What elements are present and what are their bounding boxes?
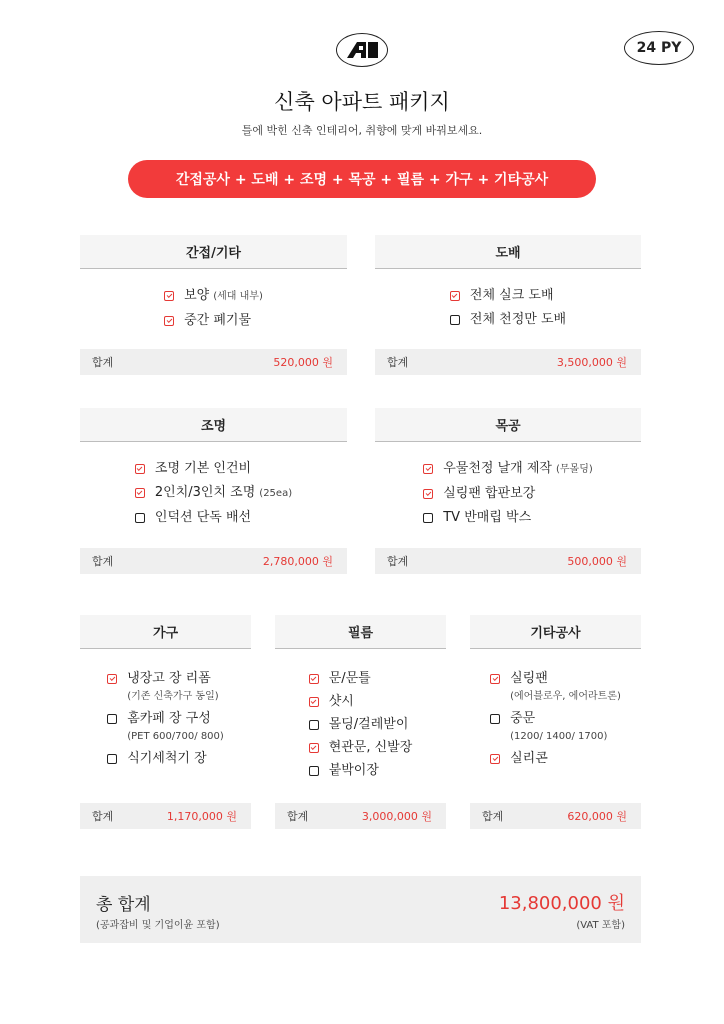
checked-box-icon [309,743,319,753]
item-label: 실링팬 [510,671,548,686]
card-lighting [80,408,347,574]
item-subnote: (1200/ 1400/ 1700) [510,731,608,742]
grand-total-label: 총 합계 [96,895,151,915]
card-footer [375,548,641,574]
checked-box-icon [450,291,460,301]
card-carpentry [375,408,641,574]
card-title: 조명 [80,408,347,442]
item-label: 홈카페 장 구성 [127,711,211,726]
checked-box-icon [309,697,319,707]
card-total: 620,000 원 [567,810,627,823]
sum-label: 합계 [387,356,409,369]
vat-note: (VAT 포함) [576,920,625,931]
card-title: 필름 [275,615,446,649]
brand-logo [336,33,388,67]
checklist-item [309,763,413,779]
card-total: 2,780,000 원 [262,555,333,568]
checked-box-icon [423,464,433,474]
item-note: (무몰딩) [555,464,593,475]
page-title: 신축 아파트 패키지 [274,90,450,114]
sum-label: 합계 [92,555,114,568]
sum-label: 합계 [92,810,114,823]
item-label: TV 반매립 박스 [443,510,532,525]
card-misc [470,615,641,829]
card-footer [375,349,641,375]
checklist-item [135,461,292,477]
card-title: 기타공사 [470,615,641,649]
checklist-item [107,711,224,745]
item-label: 붙박이장 [328,763,379,778]
item-label: 2인치/3인치 조명 [154,485,256,500]
card-wallpaper [375,235,641,375]
checklist-item [135,485,292,502]
card-footer [80,548,347,574]
item-subnote: (에어블로우, 에어라트론) [510,691,621,702]
item-label: 문/문틀 [328,671,371,686]
page-subtitle: 틀에 박힌 신축 인테리어, 취향에 맞게 바꿔보세요. [241,124,483,137]
card-total: 520,000 원 [273,356,333,369]
card-footer [80,349,347,375]
checked-box-icon [135,464,145,474]
checklist-item [164,313,263,329]
card-footer [80,803,251,829]
item-label: 샷시 [328,694,354,709]
checklist-item [490,711,621,745]
package-summary-banner: 간접공사 + 도배 + 조명 + 목공 + 필름 + 가구 + 기타공사 [128,160,596,198]
checked-box-icon [107,674,117,684]
grand-total-panel [80,876,641,943]
item-label: 중문 [510,711,536,726]
item-label: 전체 실크 도배 [469,288,554,303]
unchecked-box-icon [107,714,117,724]
grand-total-note: (공과잡비 및 기업이윤 포함) [96,920,220,931]
card-footer [275,803,446,829]
checked-box-icon [164,291,174,301]
checklist-item [450,312,566,328]
checked-box-icon [164,316,174,326]
checklist-item [309,717,413,733]
logo-icon [342,39,382,61]
checklist-item [490,671,621,705]
item-subnote: (PET 600/700/ 800) [127,731,224,742]
card-footer [470,803,641,829]
card-total: 500,000 원 [567,555,627,568]
checklist-item [107,751,224,767]
card-indirect [80,235,347,375]
item-label: 몰딩/걸레받이 [328,717,409,732]
item-label: 식기세척기 장 [127,751,207,766]
item-label: 보양 [184,288,210,303]
card-title: 도배 [375,235,641,269]
checklist-item [423,461,593,478]
unchecked-box-icon [135,513,145,523]
card-title: 간접/기타 [80,235,347,269]
checklist-item [135,510,292,526]
item-note: (25ea) [259,488,293,499]
sum-label: 합계 [287,810,309,823]
card-title: 가구 [80,615,251,649]
checklist-item [423,510,593,526]
sum-label: 합계 [92,356,114,369]
item-label: 우물천정 날개 제작 [443,461,552,476]
checklist-item [309,694,413,710]
checklist-item [490,751,621,767]
checklist-item [309,671,413,687]
sum-label: 합계 [387,555,409,568]
checklist-item [107,671,224,705]
checklist-item [423,486,593,502]
checked-box-icon [135,488,145,498]
checklist-item [450,288,566,304]
sum-label: 합계 [482,810,504,823]
item-label: 실리콘 [510,751,548,766]
item-label: 중간 폐기물 [184,313,252,328]
card-film [275,615,446,829]
item-subnote: (기존 신축가구 동일) [127,691,219,702]
size-badge: 24 PY [624,31,694,65]
unchecked-box-icon [309,766,319,776]
checklist-item [309,740,413,756]
card-total: 1,170,000 원 [166,810,237,823]
checked-box-icon [490,754,500,764]
checklist-item [164,288,263,305]
unchecked-box-icon [450,315,460,325]
item-note: (세대 내부) [213,291,263,302]
item-label: 냉장고 장 리폼 [127,671,211,686]
grand-total-amount: 13,800,000 원 [498,893,625,914]
item-label: 현관문, 신발장 [328,740,413,755]
item-label: 전체 천정만 도배 [469,312,567,327]
item-label: 실링팬 합판보강 [443,486,536,501]
card-total: 3,500,000 원 [556,356,627,369]
checked-box-icon [309,674,319,684]
unchecked-box-icon [423,513,433,523]
unchecked-box-icon [309,720,319,730]
unchecked-box-icon [107,754,117,764]
checked-box-icon [423,489,433,499]
card-total: 3,000,000 원 [361,810,432,823]
item-label: 조명 기본 인건비 [154,461,252,476]
unchecked-box-icon [490,714,500,724]
card-furniture [80,615,251,829]
card-title: 목공 [375,408,641,442]
item-label: 인덕션 단독 배선 [154,510,252,525]
checked-box-icon [490,674,500,684]
